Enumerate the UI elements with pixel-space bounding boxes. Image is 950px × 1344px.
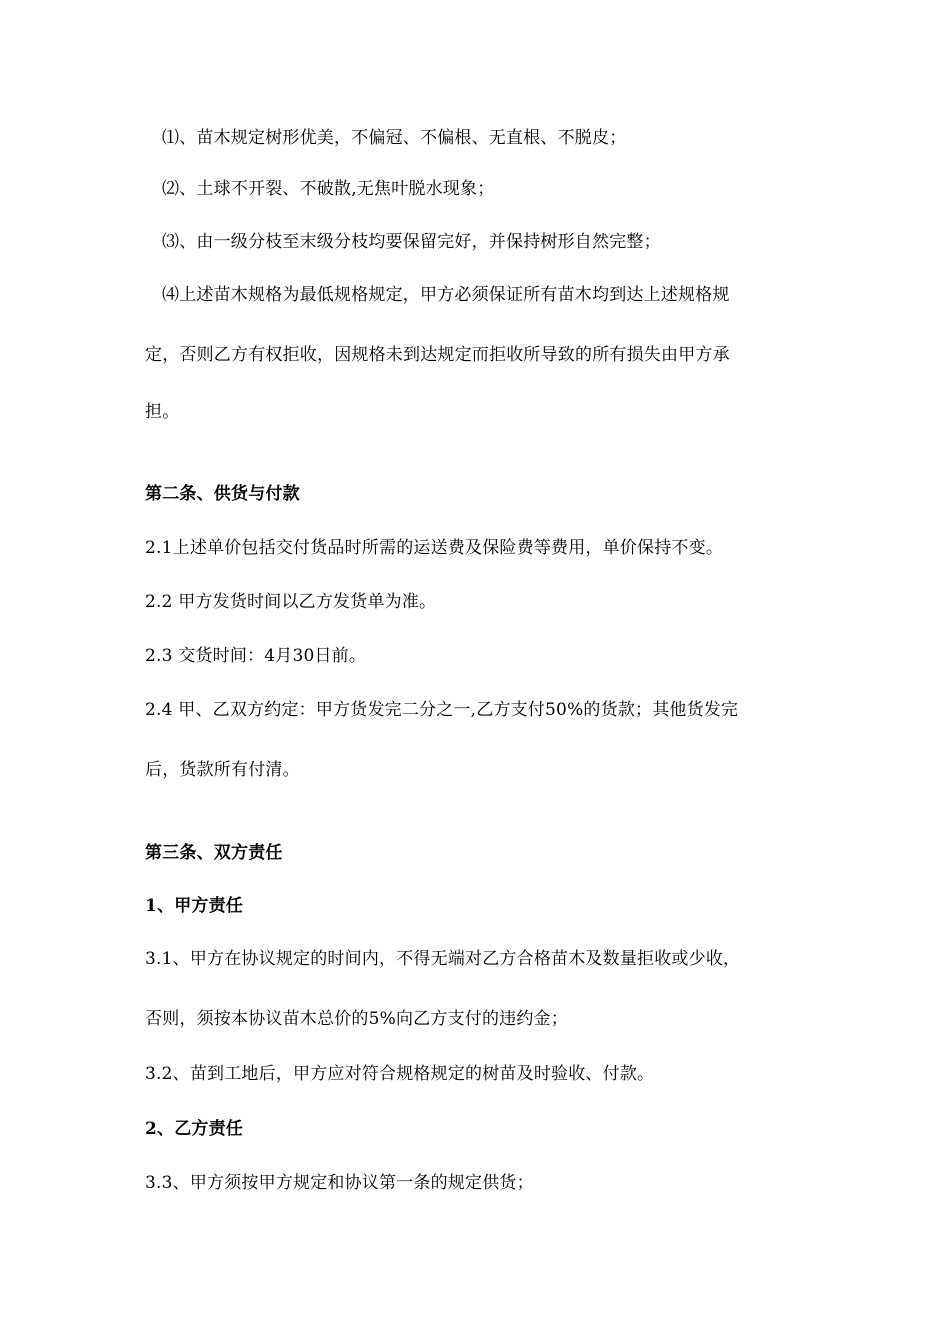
spec-item-4: ⑷上述苗木规格为最低规格规定，甲方必须保证所有苗木均到达上述规格规 xyxy=(162,285,730,305)
spec-item-1: ⑴、苗木规定树形优美，不偏冠、不偏根、无直根、不脱皮； xyxy=(162,128,627,148)
clause-3-1-cont: 否则，须按本协议苗木总价的5%向乙方支付的违约金； xyxy=(145,1009,568,1029)
clause-3-3: 3.3、甲方须按甲方规定和协议第一条的规定供货； xyxy=(145,1173,534,1193)
subheading-party-b: 2、乙方责任 xyxy=(145,1119,244,1139)
section-heading-supply-payment: 第二条、供货与付款 xyxy=(145,484,300,504)
subheading-party-a: 1、甲方责任 xyxy=(145,896,244,916)
spec-item-4-cont: 定，否则乙方有权拒收，因规格未到达规定而拒收所导致的所有损失由甲方承 xyxy=(145,345,730,365)
clause-3-1: 3.1、甲方在协议规定的时间内，不得无端对乙方合格苗木及数量拒收或少收， xyxy=(145,949,741,969)
spec-item-3: ⑶、由一级分枝至末级分枝均要保留完好，并保持树形自然完整； xyxy=(162,232,661,252)
clause-3-2: 3.2、苗到工地后，甲方应对符合规格规定的树苗及时验收、付款。 xyxy=(145,1064,655,1084)
clause-2-4: 2.4 甲、乙双方约定：甲方货发完二分之一,乙方支付50%的货款；其他货发完 xyxy=(145,700,739,720)
section-heading-responsibilities: 第三条、双方责任 xyxy=(145,843,283,863)
spec-item-4-cont-2: 担。 xyxy=(145,402,180,422)
clause-2-3: 2.3 交货时间：4月30日前。 xyxy=(145,646,367,666)
clause-2-2: 2.2 甲方发货时间以乙方发货单为准。 xyxy=(145,592,437,612)
spec-item-2: ⑵、土球不开裂、不破散,无焦叶脱水现象； xyxy=(162,179,495,199)
clause-2-4-cont: 后，货款所有付清。 xyxy=(145,760,300,780)
clause-2-1: 2.1上述单价包括交付货品时所需的运送费及保险费等费用，单价保持不变。 xyxy=(145,538,724,558)
